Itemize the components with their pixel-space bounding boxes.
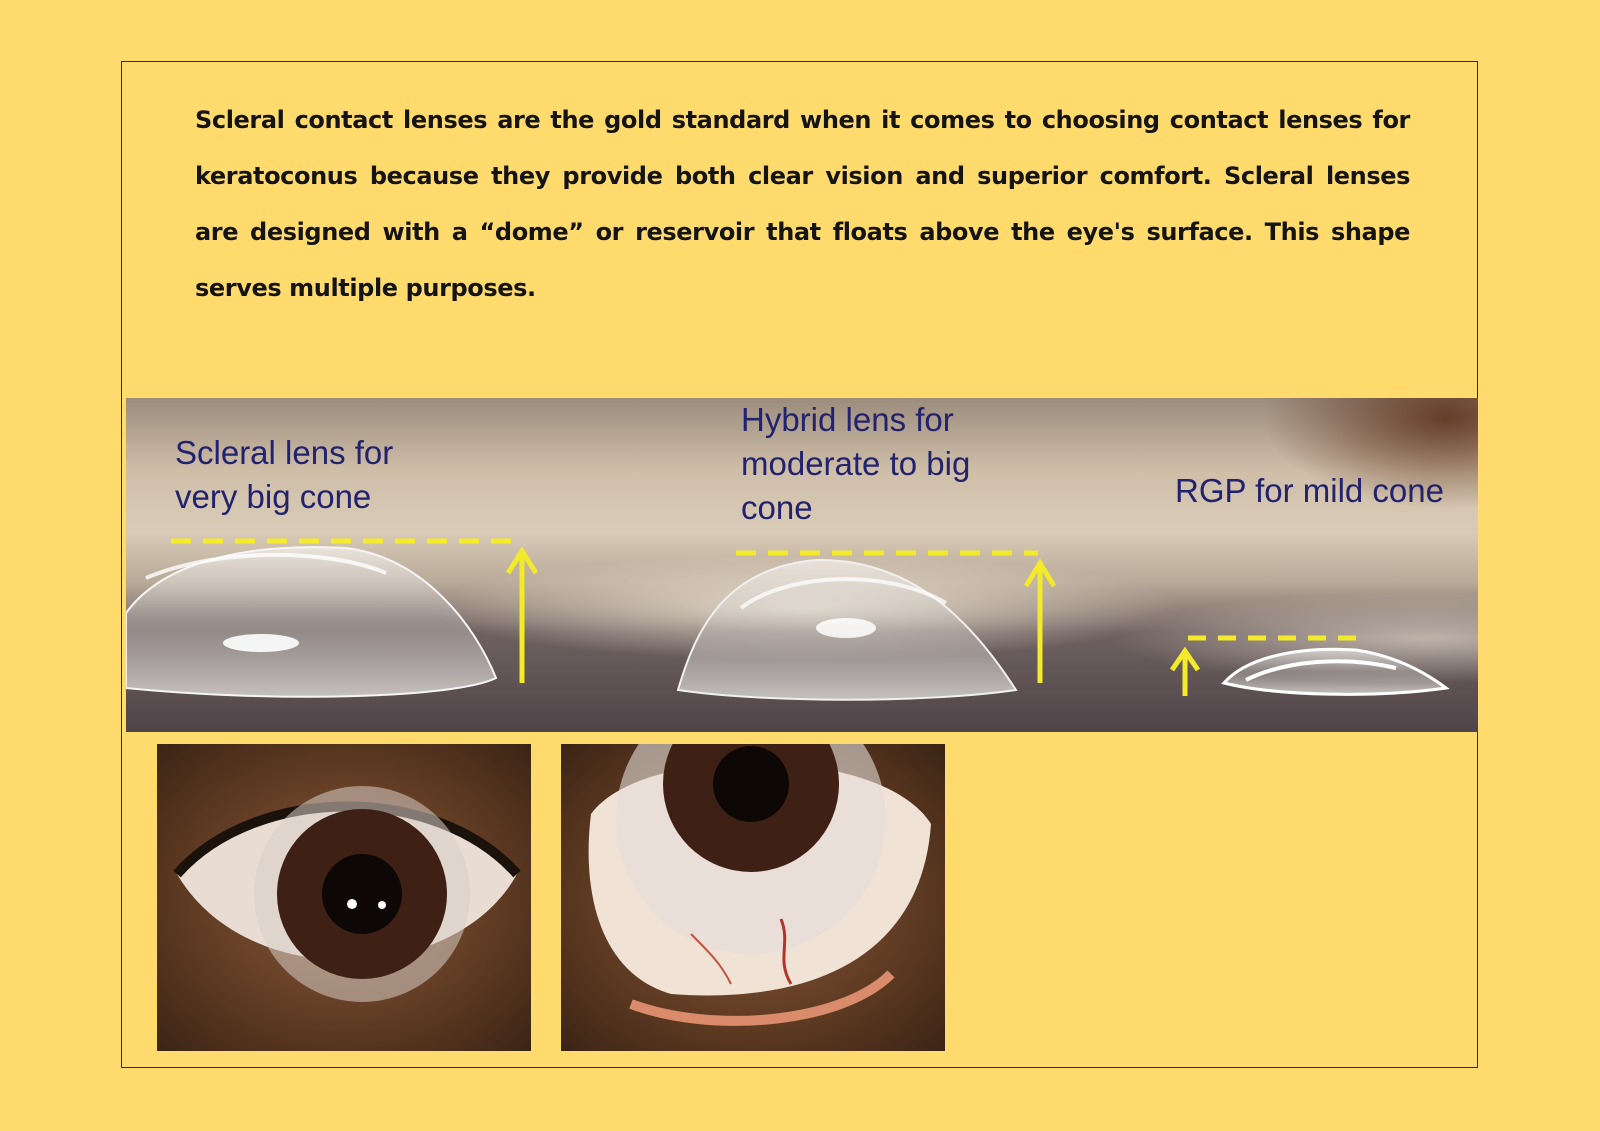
lens-comparison-photo [126,398,1478,732]
hybrid-lens-label: Hybrid lens for moderate to big cone [741,401,971,526]
hybrid-lens-shape [678,560,1016,700]
hybrid-arrow-icon [1026,563,1054,683]
scleral-lens-shape [126,547,496,697]
eye-photo-up-gaze-view [561,744,945,1051]
intro-paragraph: Scleral contact lenses are the gold standard when it comes to choosing contact lenses for keratoconus because they provide both clear vision and superior comfort. Scleral lenses are designed with a “dome” or reservoir that floats above the eye's surface. This shape serves multiple purposes. [195,106,1410,302]
rgp-lens-label: RGP for mild cone [1175,472,1444,509]
pupil [322,854,402,934]
pupil [713,746,789,822]
scleral-arrow-icon [508,551,536,683]
scleral-lens-label: Scleral lens for very big cone [175,434,394,515]
rgp-lens-shape [1224,649,1446,694]
rgp-arrow-icon [1172,651,1198,696]
eye-photo-front-view [157,744,531,1051]
